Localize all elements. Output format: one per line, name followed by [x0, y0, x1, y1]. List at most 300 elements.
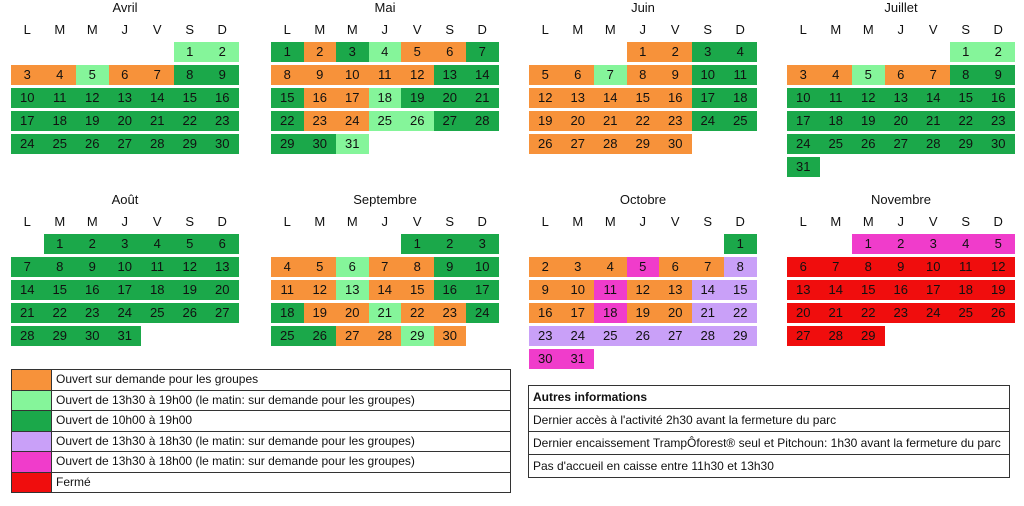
day-cell: 16: [206, 88, 239, 108]
day-cell: 28: [594, 134, 627, 154]
legend-row: [12, 452, 510, 473]
day-cell: 14: [820, 280, 853, 300]
day-cell: 6: [109, 65, 142, 85]
day-cell: 25: [950, 303, 983, 323]
weekday-label: S: [961, 214, 971, 229]
day-cell: 2: [529, 257, 562, 277]
month-juillet: [787, 0, 1015, 177]
weekday-label: L: [283, 214, 291, 229]
day-cell: 16: [659, 88, 692, 108]
weekday-label: V: [670, 214, 680, 229]
weekday-label: J: [121, 22, 128, 37]
weekday-label: J: [897, 22, 904, 37]
day-cell: 11: [271, 280, 304, 300]
day-cell: 1: [950, 42, 983, 62]
day-cell: 24: [562, 326, 595, 346]
weekday-label: D: [217, 22, 227, 37]
weekday-label: M: [346, 214, 358, 229]
weekday-label: J: [381, 214, 388, 229]
day-cell: 23: [76, 303, 109, 323]
weekday-label: V: [412, 22, 422, 37]
day-cell: 11: [594, 280, 627, 300]
info-title: Autres informations: [529, 386, 1009, 409]
day-cell: 19: [852, 111, 885, 131]
day-cell: 5: [627, 257, 660, 277]
day-cell: 28: [369, 326, 402, 346]
empty-cell: [44, 42, 77, 62]
day-cell: 25: [271, 326, 304, 346]
day-cell: 10: [109, 257, 142, 277]
info-row-last-payment: Dernier encaissement TrampÔforest® seul et Pitchoun: 1h30 avant la fermeture du parc: [529, 432, 1009, 455]
weekday-label: D: [735, 22, 745, 37]
day-cell: 2: [434, 234, 467, 254]
weekday-label: J: [381, 22, 388, 37]
day-cell: 30: [529, 349, 562, 369]
day-cell: 12: [627, 280, 660, 300]
weekday-label: M: [604, 214, 616, 229]
day-cell: 4: [44, 65, 77, 85]
day-cell: 26: [76, 134, 109, 154]
day-cell: 7: [820, 257, 853, 277]
weekday-header: [787, 210, 1015, 234]
day-cell: 30: [206, 134, 239, 154]
empty-cell: [627, 234, 660, 254]
day-cell: 8: [174, 65, 207, 85]
day-cell: 8: [627, 65, 660, 85]
weekday-label: M: [86, 22, 98, 37]
legend-row: [12, 391, 510, 412]
day-grid: [271, 42, 499, 154]
weekday-label: L: [23, 22, 31, 37]
day-cell: 19: [529, 111, 562, 131]
day-cell: 30: [982, 134, 1015, 154]
day-cell: 21: [917, 111, 950, 131]
day-cell: 18: [141, 280, 174, 300]
day-cell: 21: [141, 111, 174, 131]
day-cell: 22: [852, 303, 885, 323]
day-cell: 26: [401, 111, 434, 131]
day-cell: 15: [174, 88, 207, 108]
day-cell: 8: [852, 257, 885, 277]
weekday-label: S: [961, 22, 971, 37]
weekday-header: [11, 18, 239, 42]
day-cell: 23: [659, 111, 692, 131]
empty-cell: [141, 42, 174, 62]
empty-cell: [11, 42, 44, 62]
weekday-label: V: [152, 214, 162, 229]
day-cell: 3: [109, 234, 142, 254]
weekday-label: L: [541, 214, 549, 229]
day-cell: 10: [466, 257, 499, 277]
day-grid: [529, 42, 757, 154]
empty-cell: [562, 42, 595, 62]
weekday-header: [529, 210, 757, 234]
day-cell: 30: [76, 326, 109, 346]
weekday-header: [787, 18, 1015, 42]
month-avril: [11, 0, 239, 154]
day-cell: 18: [44, 111, 77, 131]
day-cell: 26: [174, 303, 207, 323]
day-cell: 7: [594, 65, 627, 85]
day-cell: 17: [787, 111, 820, 131]
month-novembre: [787, 192, 1015, 346]
day-cell: 26: [852, 134, 885, 154]
day-cell: 31: [562, 349, 595, 369]
day-cell: 23: [434, 303, 467, 323]
day-cell: 20: [336, 303, 369, 323]
weekday-label: J: [639, 214, 646, 229]
legend-label: Fermé: [56, 474, 91, 489]
day-cell: 23: [304, 111, 337, 131]
day-cell: 15: [271, 88, 304, 108]
weekday-label: M: [314, 214, 326, 229]
day-cell: 21: [820, 303, 853, 323]
day-cell: 26: [529, 134, 562, 154]
day-cell: 8: [724, 257, 757, 277]
day-cell: 8: [401, 257, 434, 277]
day-cell: 9: [206, 65, 239, 85]
day-cell: 6: [562, 65, 595, 85]
day-cell: 27: [206, 303, 239, 323]
day-cell: 31: [787, 157, 820, 177]
day-cell: 1: [44, 234, 77, 254]
day-cell: 20: [206, 280, 239, 300]
empty-cell: [885, 42, 918, 62]
day-cell: 7: [11, 257, 44, 277]
day-cell: 9: [659, 65, 692, 85]
day-cell: 1: [627, 42, 660, 62]
day-cell: 6: [336, 257, 369, 277]
weekday-label: V: [670, 22, 680, 37]
day-cell: 11: [820, 88, 853, 108]
day-cell: 1: [401, 234, 434, 254]
day-cell: 12: [174, 257, 207, 277]
day-cell: 20: [562, 111, 595, 131]
day-cell: 13: [885, 88, 918, 108]
day-cell: 18: [271, 303, 304, 323]
day-grid: [11, 42, 239, 154]
legend-swatch: [12, 432, 52, 452]
day-cell: 1: [174, 42, 207, 62]
day-cell: 5: [852, 65, 885, 85]
day-cell: 22: [627, 111, 660, 131]
legend-swatch: [12, 411, 52, 431]
day-cell: 11: [724, 65, 757, 85]
empty-cell: [304, 234, 337, 254]
day-cell: 21: [594, 111, 627, 131]
day-cell: 28: [692, 326, 725, 346]
day-cell: 5: [401, 42, 434, 62]
day-cell: 16: [76, 280, 109, 300]
day-cell: 2: [206, 42, 239, 62]
weekday-label: S: [703, 214, 713, 229]
empty-cell: [820, 234, 853, 254]
day-cell: 8: [271, 65, 304, 85]
day-cell: 14: [917, 88, 950, 108]
day-cell: 24: [787, 134, 820, 154]
weekday-label: D: [217, 214, 227, 229]
day-cell: 29: [271, 134, 304, 154]
day-cell: 6: [434, 42, 467, 62]
legend-label: Ouvert de 13h30 à 19h00 (le matin: sur demande pour les groupes): [56, 392, 415, 407]
day-cell: 3: [787, 65, 820, 85]
day-cell: 20: [659, 303, 692, 323]
day-cell: 7: [141, 65, 174, 85]
empty-cell: [529, 234, 562, 254]
day-cell: 28: [917, 134, 950, 154]
day-cell: 14: [594, 88, 627, 108]
legend-swatch: [12, 452, 52, 472]
day-cell: 22: [271, 111, 304, 131]
day-cell: 10: [11, 88, 44, 108]
day-cell: 9: [434, 257, 467, 277]
weekday-label: S: [185, 22, 195, 37]
day-cell: 2: [76, 234, 109, 254]
day-cell: 18: [724, 88, 757, 108]
legend-row: [12, 432, 510, 453]
day-cell: 14: [11, 280, 44, 300]
day-cell: 13: [787, 280, 820, 300]
day-cell: 3: [11, 65, 44, 85]
day-cell: 16: [434, 280, 467, 300]
weekday-label: L: [541, 22, 549, 37]
day-cell: 14: [466, 65, 499, 85]
day-cell: 22: [724, 303, 757, 323]
day-cell: 10: [787, 88, 820, 108]
day-cell: 4: [950, 234, 983, 254]
day-cell: 20: [885, 111, 918, 131]
weekday-label: V: [928, 22, 938, 37]
day-cell: 22: [44, 303, 77, 323]
empty-cell: [594, 234, 627, 254]
legend-swatch: [12, 391, 52, 411]
day-cell: 25: [594, 326, 627, 346]
day-cell: 2: [659, 42, 692, 62]
day-cell: 29: [950, 134, 983, 154]
weekday-label: M: [54, 214, 66, 229]
weekday-label: L: [799, 22, 807, 37]
empty-cell: [336, 234, 369, 254]
day-cell: 15: [950, 88, 983, 108]
day-cell: 10: [692, 65, 725, 85]
empty-cell: [852, 42, 885, 62]
month-septembre: [271, 192, 499, 346]
day-cell: 4: [369, 42, 402, 62]
day-cell: 16: [529, 303, 562, 323]
day-cell: 30: [304, 134, 337, 154]
day-cell: 6: [206, 234, 239, 254]
day-cell: 11: [950, 257, 983, 277]
weekday-label: S: [185, 214, 195, 229]
day-cell: 22: [401, 303, 434, 323]
day-cell: 3: [917, 234, 950, 254]
legend-label: Ouvert sur demande pour les groupes: [56, 372, 259, 386]
day-cell: 27: [885, 134, 918, 154]
day-cell: 25: [820, 134, 853, 154]
day-cell: 18: [369, 88, 402, 108]
day-cell: 31: [336, 134, 369, 154]
day-cell: 14: [692, 280, 725, 300]
day-cell: 26: [304, 326, 337, 346]
day-cell: 10: [336, 65, 369, 85]
day-cell: 3: [562, 257, 595, 277]
day-cell: 20: [787, 303, 820, 323]
empty-cell: [820, 42, 853, 62]
day-grid: [11, 234, 239, 346]
day-cell: 19: [76, 111, 109, 131]
weekday-label: M: [346, 22, 358, 37]
weekday-label: M: [604, 22, 616, 37]
day-cell: 22: [174, 111, 207, 131]
day-cell: 17: [692, 88, 725, 108]
day-grid: [787, 42, 1015, 177]
empty-cell: [692, 234, 725, 254]
day-cell: 7: [917, 65, 950, 85]
day-cell: 25: [724, 111, 757, 131]
day-cell: 12: [529, 88, 562, 108]
day-cell: 12: [304, 280, 337, 300]
day-cell: 25: [141, 303, 174, 323]
day-cell: 19: [982, 280, 1015, 300]
day-cell: 22: [950, 111, 983, 131]
day-cell: 16: [304, 88, 337, 108]
day-cell: 21: [466, 88, 499, 108]
weekday-label: M: [314, 22, 326, 37]
weekday-label: S: [445, 214, 455, 229]
day-cell: 13: [336, 280, 369, 300]
day-cell: 19: [304, 303, 337, 323]
day-cell: 3: [336, 42, 369, 62]
weekday-label: M: [86, 214, 98, 229]
day-cell: 23: [885, 303, 918, 323]
day-cell: 19: [174, 280, 207, 300]
day-cell: 9: [529, 280, 562, 300]
day-grid: [529, 234, 757, 369]
day-cell: 29: [174, 134, 207, 154]
weekday-label: M: [54, 22, 66, 37]
day-cell: 30: [434, 326, 467, 346]
month-juin: [529, 0, 757, 154]
weekday-label: S: [445, 22, 455, 37]
day-cell: 19: [627, 303, 660, 323]
day-cell: 20: [434, 88, 467, 108]
weekday-label: L: [23, 214, 31, 229]
day-cell: 14: [141, 88, 174, 108]
day-cell: 29: [627, 134, 660, 154]
day-cell: 13: [206, 257, 239, 277]
weekday-label: S: [703, 22, 713, 37]
month-title: Avril: [112, 0, 138, 15]
day-cell: 2: [885, 234, 918, 254]
info-row-no-reception: Pas d'accueil en caisse entre 11h30 et 13h30: [529, 455, 1009, 478]
weekday-label: M: [572, 214, 584, 229]
weekday-label: D: [993, 22, 1003, 37]
weekday-header: [271, 18, 499, 42]
day-cell: 23: [206, 111, 239, 131]
day-cell: 21: [11, 303, 44, 323]
weekday-label: D: [993, 214, 1003, 229]
day-cell: 1: [852, 234, 885, 254]
day-cell: 23: [529, 326, 562, 346]
day-cell: 10: [917, 257, 950, 277]
day-cell: 20: [109, 111, 142, 131]
day-cell: 9: [885, 257, 918, 277]
weekday-label: V: [412, 214, 422, 229]
day-cell: 18: [950, 280, 983, 300]
weekday-label: D: [477, 214, 487, 229]
day-cell: 17: [466, 280, 499, 300]
day-cell: 19: [401, 88, 434, 108]
legend-swatch: [12, 473, 52, 493]
day-cell: 17: [917, 280, 950, 300]
month-title: Juillet: [884, 0, 918, 15]
day-cell: 6: [885, 65, 918, 85]
day-cell: 4: [724, 42, 757, 62]
legend-swatch: [12, 370, 52, 390]
day-cell: 24: [336, 111, 369, 131]
day-cell: 29: [852, 326, 885, 346]
day-cell: 7: [692, 257, 725, 277]
day-cell: 7: [369, 257, 402, 277]
day-cell: 1: [271, 42, 304, 62]
day-cell: 6: [787, 257, 820, 277]
day-cell: 27: [659, 326, 692, 346]
day-cell: 27: [787, 326, 820, 346]
day-cell: 28: [820, 326, 853, 346]
day-cell: 25: [369, 111, 402, 131]
legend-label: Ouvert de 13h30 à 18h30 (le matin: sur demande pour les groupes): [56, 433, 415, 448]
empty-cell: [594, 42, 627, 62]
empty-cell: [76, 42, 109, 62]
day-cell: 13: [109, 88, 142, 108]
day-cell: 7: [466, 42, 499, 62]
weekday-header: [529, 18, 757, 42]
day-cell: 15: [44, 280, 77, 300]
day-cell: 11: [44, 88, 77, 108]
day-cell: 15: [852, 280, 885, 300]
weekday-header: [271, 210, 499, 234]
day-cell: 15: [627, 88, 660, 108]
legend-row: [12, 370, 510, 391]
day-grid: [787, 234, 1015, 346]
day-cell: 28: [466, 111, 499, 131]
day-cell: 29: [401, 326, 434, 346]
day-cell: 11: [369, 65, 402, 85]
day-cell: 24: [917, 303, 950, 323]
day-cell: 23: [982, 111, 1015, 131]
day-cell: 9: [304, 65, 337, 85]
day-cell: 4: [594, 257, 627, 277]
day-cell: 13: [659, 280, 692, 300]
day-cell: 27: [336, 326, 369, 346]
day-cell: 16: [885, 280, 918, 300]
day-cell: 29: [724, 326, 757, 346]
weekday-label: M: [830, 22, 842, 37]
day-cell: 13: [562, 88, 595, 108]
day-cell: 27: [434, 111, 467, 131]
day-cell: 9: [76, 257, 109, 277]
day-cell: 11: [141, 257, 174, 277]
day-cell: 5: [174, 234, 207, 254]
day-cell: 8: [950, 65, 983, 85]
day-cell: 27: [562, 134, 595, 154]
weekday-label: L: [283, 22, 291, 37]
day-cell: 5: [529, 65, 562, 85]
day-cell: 16: [982, 88, 1015, 108]
day-cell: 25: [44, 134, 77, 154]
day-cell: 17: [109, 280, 142, 300]
day-cell: 14: [369, 280, 402, 300]
